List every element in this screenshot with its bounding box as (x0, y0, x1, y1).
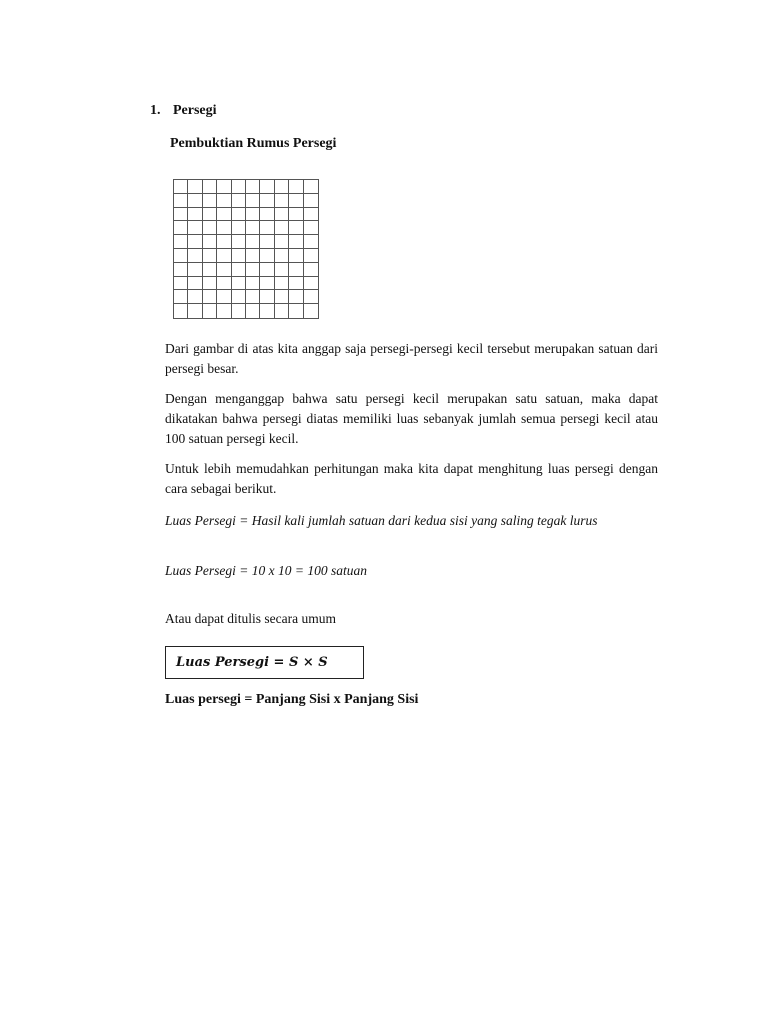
grid-cell (203, 208, 217, 222)
grid-cell (275, 180, 289, 194)
grid-cell (217, 180, 231, 194)
formula-box: Luas Persegi = S × S (165, 646, 364, 679)
grid-cell (246, 290, 260, 304)
grid-cell (188, 304, 202, 318)
grid-cell (260, 221, 274, 235)
grid-cell (188, 290, 202, 304)
grid-cell (275, 304, 289, 318)
grid-cell (232, 221, 246, 235)
grid-cell (260, 304, 274, 318)
grid-cell (217, 221, 231, 235)
grid-cell (203, 194, 217, 208)
grid-cell (232, 249, 246, 263)
grid-cell (217, 194, 231, 208)
grid-cell (174, 304, 188, 318)
grid-cell (174, 290, 188, 304)
grid-cell (304, 277, 318, 291)
grid-cell (289, 221, 303, 235)
grid-cell (203, 180, 217, 194)
grid-cell (246, 249, 260, 263)
grid-cell (304, 304, 318, 318)
paragraph-1: Dari gambar di atas kita anggap saja persegi-persegi kecil tersebut merupakan satuan dari persegi besar. (165, 341, 658, 376)
grid-cell (203, 277, 217, 291)
grid-cell (275, 263, 289, 277)
formula-text-2: Luas Persegi = 10 x 10 = 100 satuan (165, 563, 367, 578)
grid-cell (174, 194, 188, 208)
grid-cell (188, 208, 202, 222)
grid-cell (174, 221, 188, 235)
section-heading (150, 103, 217, 119)
section-number: 1. (150, 103, 161, 118)
grid-cell (217, 263, 231, 277)
grid-cell (217, 249, 231, 263)
grid-cell (232, 194, 246, 208)
grid-cell (203, 221, 217, 235)
grid-cell (289, 277, 303, 291)
grid-cell (188, 277, 202, 291)
grid-cell (304, 290, 318, 304)
grid-cell (275, 221, 289, 235)
grid-cell (232, 290, 246, 304)
grid-cell (304, 194, 318, 208)
grid-cell (289, 194, 303, 208)
grid-cell (289, 249, 303, 263)
grid-cell (304, 180, 318, 194)
grid-cell (289, 304, 303, 318)
grid-cell (174, 263, 188, 277)
grid-cell (246, 194, 260, 208)
grid-cell (188, 235, 202, 249)
grid-cell (188, 221, 202, 235)
grid-cell (232, 235, 246, 249)
grid-cell (232, 180, 246, 194)
grid-cell (260, 290, 274, 304)
grid-cell (246, 277, 260, 291)
grid-cell (275, 249, 289, 263)
grid-cell (217, 277, 231, 291)
grid-cell (260, 277, 274, 291)
grid-cell (260, 194, 274, 208)
grid-cell (275, 194, 289, 208)
grid-cell (232, 208, 246, 222)
grid-cell (246, 221, 260, 235)
grid-cell (174, 180, 188, 194)
subheading: Pembuktian Rumus Persegi (170, 136, 337, 151)
grid-cell (304, 221, 318, 235)
grid-cell (203, 263, 217, 277)
grid-cell (246, 180, 260, 194)
grid-cell (174, 249, 188, 263)
grid-cell (174, 277, 188, 291)
grid-cell (203, 304, 217, 318)
grid-cell (188, 249, 202, 263)
grid-cell (289, 235, 303, 249)
grid-cell (289, 263, 303, 277)
grid-cell (275, 208, 289, 222)
grid-cell (289, 180, 303, 194)
grid-cell (174, 235, 188, 249)
paragraph-general: Atau dapat ditulis secara umum (165, 611, 336, 626)
square-grid-figure (173, 179, 319, 319)
final-formula: Luas persegi = Panjang Sisi x Panjang Sisi (165, 692, 419, 707)
section-title: Persegi (173, 103, 217, 118)
grid-cell (260, 263, 274, 277)
grid-cell (188, 263, 202, 277)
grid-cell (260, 208, 274, 222)
grid-cell (260, 180, 274, 194)
grid-cell (188, 194, 202, 208)
grid-cell (260, 235, 274, 249)
paragraph-2: Dengan menganggap bahwa satu persegi kecil merupakan satu satuan, maka dapat dikatakan bahwa persegi diatas memiliki luas sebanyak jumlah semua persegi kecil atau 100 satuan persegi kecil. (165, 391, 658, 446)
grid-cell (217, 304, 231, 318)
grid-cell (232, 277, 246, 291)
grid-cell (289, 208, 303, 222)
grid-cell (275, 290, 289, 304)
grid-cell (174, 208, 188, 222)
grid-cell (246, 304, 260, 318)
grid-cell (275, 235, 289, 249)
grid-cell (246, 235, 260, 249)
grid-cell (246, 263, 260, 277)
grid-cell (232, 304, 246, 318)
grid-cell (275, 277, 289, 291)
grid-cell (203, 235, 217, 249)
grid-cell (304, 208, 318, 222)
grid-cell (217, 208, 231, 222)
grid-cell (304, 249, 318, 263)
grid-cell (203, 249, 217, 263)
grid-cell (188, 180, 202, 194)
formula-text-1: Luas Persegi = Hasil kali jumlah satuan dari kedua sisi yang saling tegak lurus (165, 513, 598, 528)
grid-cell (217, 290, 231, 304)
grid-cell (304, 263, 318, 277)
grid-cell (304, 235, 318, 249)
grid-cell (203, 290, 217, 304)
grid-cell (217, 235, 231, 249)
paragraph-3: Untuk lebih memudahkan perhitungan maka kita dapat menghitung luas persegi dengan cara sebagai berikut. (165, 461, 658, 496)
grid-cell (260, 249, 274, 263)
grid-cell (246, 208, 260, 222)
grid-cell (289, 290, 303, 304)
grid-cell (232, 263, 246, 277)
